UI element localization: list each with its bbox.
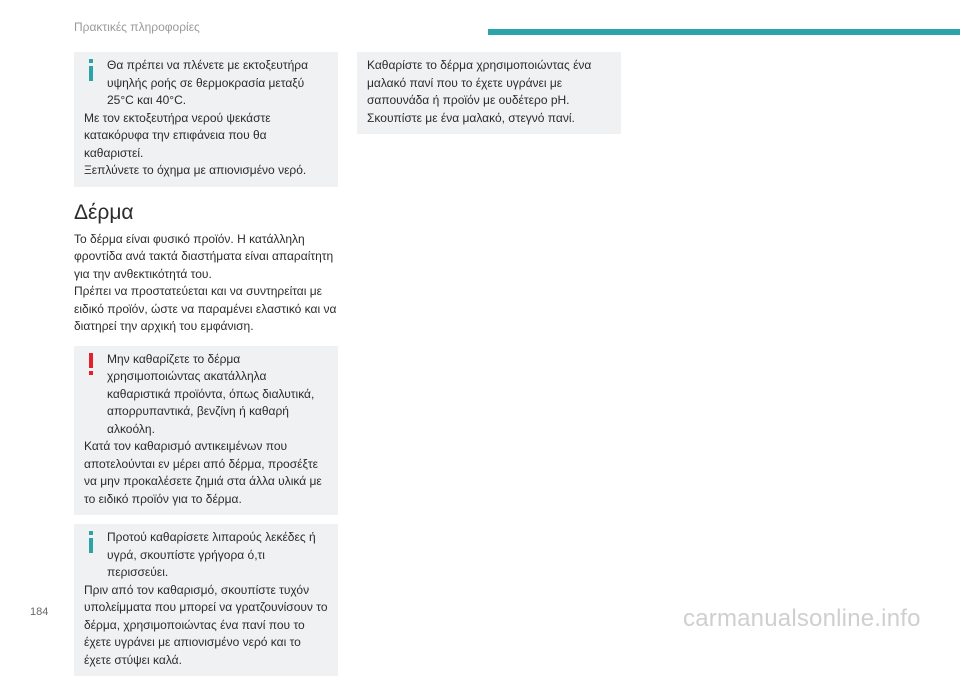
info-line: Με τον εκτοξευτήρα νερού ψεκάστε κατακόρυφα την επιφάνεια που θα καθαριστεί. — [84, 110, 271, 160]
page-number: 184 — [30, 606, 49, 618]
section-header: Πρακτικές πληροφορίες — [74, 20, 200, 34]
section-title: Δέρμα — [74, 200, 134, 224]
intro-line: Το δέρμα είναι φυσικό προϊόν. Η κατάλληλη φροντίδα ανά τακτά διαστήματα είναι απαραίτητη για την ανθεκτικότητά του. — [74, 231, 334, 281]
intro-paragraph — [74, 231, 338, 336]
info-box-cleaning — [74, 524, 338, 676]
info-line: Θα πρέπει να πλένετε με εκτοξευτήρα υψηλής ροής σε θερμοκρασία μεταξύ 25°C και 40°C. — [107, 58, 309, 107]
info-line: Ξεπλύνετε το όχημα με απιονισμένο νερό. — [84, 163, 307, 177]
note-line: Καθαρίστε το δέρμα χρησιμοποιώντας ένα μαλακό πανί που το έχετε υγράνει με σαπουνάδα ή προϊόν με ουδέτερο pH. — [367, 58, 592, 107]
info-icon — [86, 531, 96, 553]
left-column — [74, 52, 338, 685]
right-column — [357, 52, 621, 143]
watermark: carmanualsonline.info — [683, 605, 921, 632]
info-line: Προτού καθαρίσετε λιπαρούς λεκέδες ή υγρά, σκουπίστε γρήγορα ό,τι περισσεύει. — [107, 530, 316, 579]
warning-icon — [86, 353, 96, 375]
warning-box — [74, 346, 338, 516]
info-box-washing — [74, 52, 338, 187]
intro-line: Πρέπει να προστατεύεται και να συντηρείται με ειδικό προϊόν, ώστε να παραμένει ελαστικό και να διατηρεί την αρχική του εμφάνιση. — [74, 284, 337, 333]
note-box — [357, 52, 621, 134]
info-line: Πριν από τον καθαρισμό, σκουπίστε τυχόν υπολείμματα που μπορεί να γρατζουνίσουν το δέρμα, χρησιμοποιώντας ένα πανί που το έχετε υγράνει με απιονισμένο νερό και το έχετε στύψει καλά. — [84, 582, 328, 667]
header-accent-bar — [488, 29, 960, 35]
info-icon — [86, 59, 96, 81]
warning-line: Μην καθαρίζετε το δέρμα χρησιμοποιώντας ακατάλληλα καθαριστικά προϊόντα, όπως διαλυτικά, απορρυπαντικά, βενζίνη ή καθαρή αλκοόλη. — [107, 351, 315, 436]
note-line: Σκουπίστε με ένα μαλακό, στεγνό πανί. — [367, 110, 575, 125]
warning-line: Κατά τον καθαρισμό αντικειμένων που αποτελούνται εν μέρει από δέρμα, προσέξτε να μην προκαλέσετε ζημιά στα άλλα υλικά με το ειδικό προϊόν για το δέρμα. — [84, 439, 322, 506]
